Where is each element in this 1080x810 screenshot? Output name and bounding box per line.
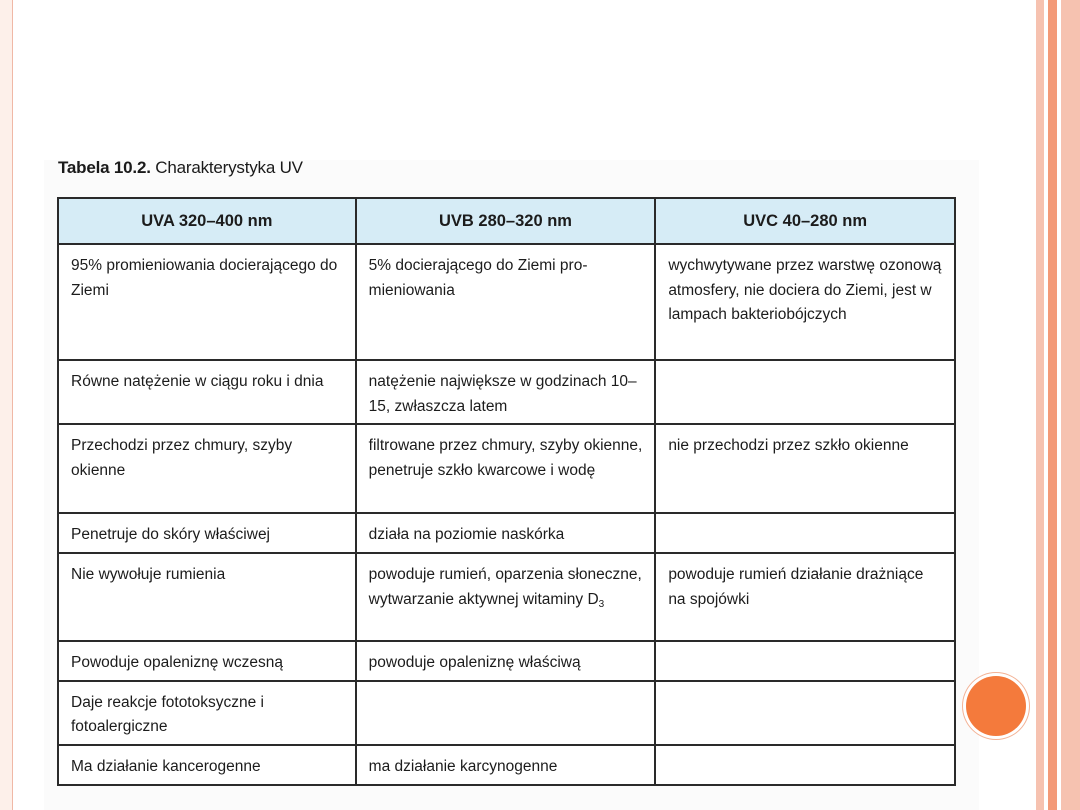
cell-uva: Nie wywołuje rumienia [58,553,356,641]
header-uvc: UVC 40–280 nm [655,198,955,244]
table-row [58,513,955,553]
table-row [58,641,955,681]
cell-uvc: wychwytywane przez warstwę ozonową atmosfery, nie dociera do Ziemi, jest w lampach bakteriobójczych [655,244,955,360]
cell-uvc [655,360,955,424]
table-row [58,553,955,641]
table-row [58,360,955,424]
cell-uvc [655,641,955,681]
cell-uvc [655,745,955,785]
cell-uvc [655,513,955,553]
table-caption [58,158,303,178]
right-stripe-decoration [1036,0,1080,810]
uv-characteristics-table [57,197,956,786]
left-edge-decoration [0,0,13,810]
table-row [58,244,955,360]
table-header-row [58,198,955,244]
cell-uva: Daje reakcje fototoksyczne i fotoalergiczne [58,681,356,745]
table-row [58,681,955,745]
orange-circle-decoration [966,676,1026,736]
cell-uva: Ma działanie kancerogenne [58,745,356,785]
vitamin-text: powoduje rumień, oparzenia słoneczne, wytwarzanie aktywnej witaminy D [368,566,642,608]
cell-uvb: powoduje opaleniznę właściwą [356,641,656,681]
vitamin-subscript: 3 [598,598,605,610]
cell-uvc: powoduje rumień działanie drażniące na spojówki [655,553,955,641]
cell-uvc [655,681,955,745]
cell-uvb: ma działanie karcynogenne [356,745,656,785]
table-row [58,424,955,513]
cell-uva: Powoduje opaleniznę wczesną [58,641,356,681]
cell-uvb [356,681,656,745]
table-row [58,745,955,785]
caption-title: Charakterystyka UV [155,158,303,177]
cell-uvb: filtrowane przez chmury, szyby okienne, penetruje szkło kwarcowe i wodę [356,424,656,513]
cell-uva: Równe natężenie w ciągu roku i dnia [58,360,356,424]
cell-uvb [356,553,656,641]
cell-uvb: 5% docierającego do Ziemi pro-mieniowania [356,244,656,360]
header-uvb: UVB 280–320 nm [356,198,656,244]
cell-uvb: natężenie największe w godzinach 10–15, zwłaszcza latem [356,360,656,424]
cell-uva: Przechodzi przez chmury, szyby okienne [58,424,356,513]
cell-uvb: działa na poziomie naskórka [356,513,656,553]
cell-uva: 95% promieniowania docierającego do Ziemi [58,244,356,360]
caption-label: Tabela 10.2. [58,158,151,177]
cell-uva: Penetruje do skóry właściwej [58,513,356,553]
cell-uvc: nie przechodzi przez szkło okienne [655,424,955,513]
header-uva: UVA 320–400 nm [58,198,356,244]
